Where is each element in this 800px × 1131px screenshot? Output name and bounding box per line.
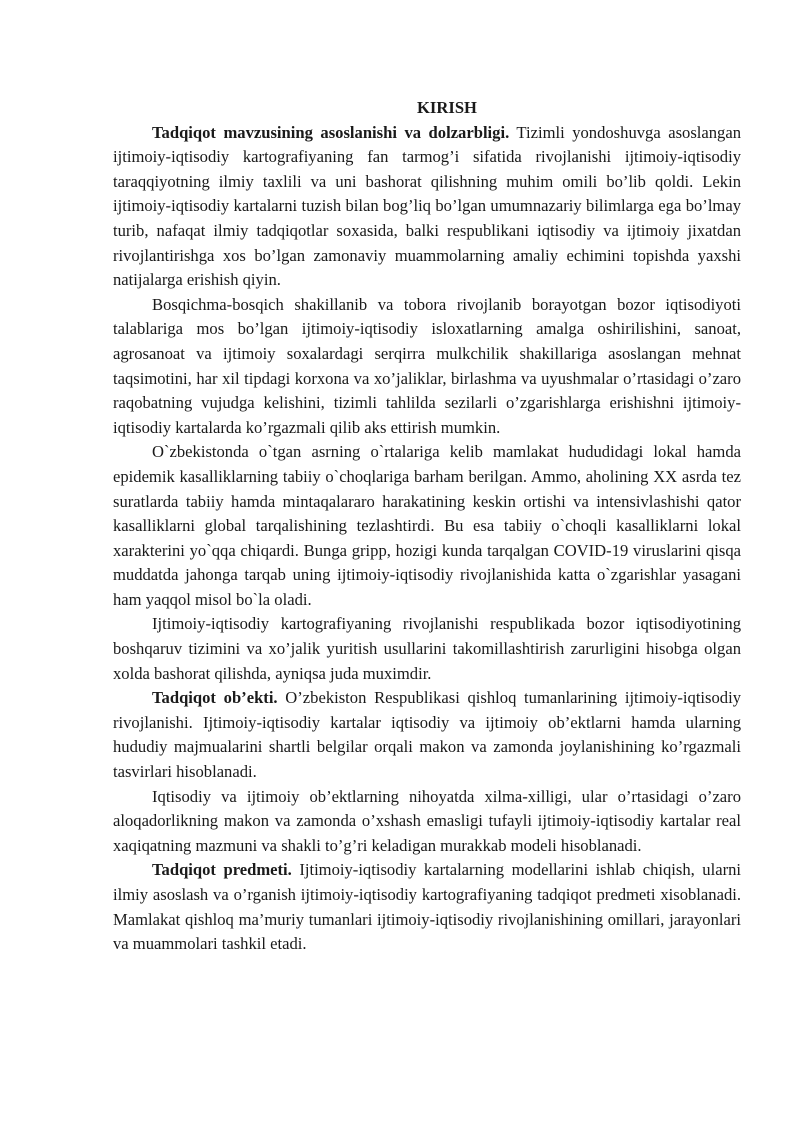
- paragraph-lead: Tadqiqot ob’ekti.: [152, 688, 278, 708]
- paragraph-2: [113, 293, 741, 441]
- page-title: KIRISH: [417, 98, 477, 117]
- paragraph-text: O’zbekiston Respublikasi qishloq tumanlarining ijtimoiy-iqtisodiy rivojlanishi. Ijtimoiy-iqtisodiy kartalar iqtisodiy va ijtimoiy ob’ektlarni hamda ularning hududiy majmualarini shartli belgilar orqali makon va zamonda joylanishining ko’rgazmali tasvirlari hisoblanadi.: [113, 688, 741, 782]
- paragraph-1: [113, 121, 741, 293]
- paragraph-7: [113, 858, 741, 956]
- paragraph-5: [113, 686, 741, 784]
- paragraph-3: [113, 440, 741, 612]
- paragraph-6: [113, 785, 741, 859]
- document-page: [113, 96, 741, 957]
- paragraph-lead: Tadqiqot predmeti.: [152, 860, 292, 880]
- paragraph-text: Iqtisodiy va ijtimoiy ob’ektlarning nihoyatda xilma-xilligi, ular o’rtasidagi o’zaro aloqadorlikning makon va zamonda o’xshash emasligi tufayli ijtimoiy-iqtisodiy kartalar real xaqiqatning mazmuni va shakli to’g’ri keladigan murakkab modeli hisoblanadi.: [113, 786, 741, 855]
- paragraph-4: [113, 612, 741, 686]
- paragraph-text: Bosqichma-bosqich shakillanib va tobora rivojlanib borayotgan bozor iqtisodiyoti talablariga mos bo’lgan ijtimoiy-iqtisodiy isloxatlarning amalga oshirilishini, sanoat, agrosanoat va ijtimoiy soxalardagi serqirra mulkchilik shakillariga asoslangan mehnat taqsimotini, har xil tipdagi korxona va xo’jaliklar, birlashma va uyushmalar o’rtasidagi o’zaro raqobatning vujudga kelishini, tizimli tahlilda sezilarli o’zgarishlarga erishishni ijtimoiy-iqtisodiy kartalarda ko’rgazmali qilib aks ettirish mumkin.: [113, 294, 741, 437]
- paragraph-text: O`zbekistonda o`tgan asrning o`rtalariga kelib mamlakat hududidagi lokal hamda epidemik kasalliklarning tabiiy o`choqlariga barham berilgan. Ammo, aholining XX asrda tez suratlarda tabiiy hamda mintaqalararo harakatining keskin ortishi va intensivlashishi qator kasalliklarni global tarqalishining tezlashtirdi. Bu esa tabiiy o`choqli kasalliklarni lokal xarakterini yo`qqa chiqardi. Bunga gripp, hozigi kunda tarqalgan COVID-19 viruslarini qisqa muddatda jahonga tarqab uning ijtimoiy-iqtisodiy rivojlanishida katta o`zgarishlar yasagani ham yaqqol misol bo`la oladi.: [113, 442, 741, 609]
- paragraph-text: Tizimli yondoshuvga asoslangan ijtimoiy-iqtisodiy kartografiyaning fan tarmog’i sifatida rivojlanishi ijtimoiy-iqtisodiy taraqqiyotning ilmiy taxlili va uni bashorat qilishning muhim omili bo’lib qoldi. Lekin ijtimoiy-iqtisodiy kartalarni tuzish bilan bog’liq bo’lgan umumnazariy bilimlarga ega bo’lmay turib, nafaqat ilmiy tadqiqotlar soxasida, balki respublikani iqtisodiy va ijtimoiy jixatdan rivojlantirishga xos bo’lgan zamonaviy muammolarning amaliy echimini topishda yaxshi natijalarga erishish qiyin.: [113, 122, 742, 290]
- paragraph-text: Ijtimoiy-iqtisodiy kartalarning modellarini ishlab chiqish, ularni ilmiy asoslash va o’rganish ijtimoiy-iqtisodiy kartografiyaning tadqiqot predmeti xisoblanadi. Mamlakat qishloq ma’muriy tumanlari ijtimoiy-iqtisodiy rivojlanishining omillari, jarayonlari va muammolari tashkil etadi.: [113, 860, 741, 954]
- paragraph-text: Ijtimoiy-iqtisodiy kartografiyaning rivojlanishi respublikada bozor iqtisodiyotining boshqaruv tizimini va xo’jalik yuritish usullarini takomillashtirish zarurligini hisobga olgan xolda bashorat qilishda, ayniqsa juda muximdir.: [113, 614, 741, 683]
- paragraph-lead: Tadqiqot mavzusining asoslanishi va dolzarbligi.: [152, 122, 510, 142]
